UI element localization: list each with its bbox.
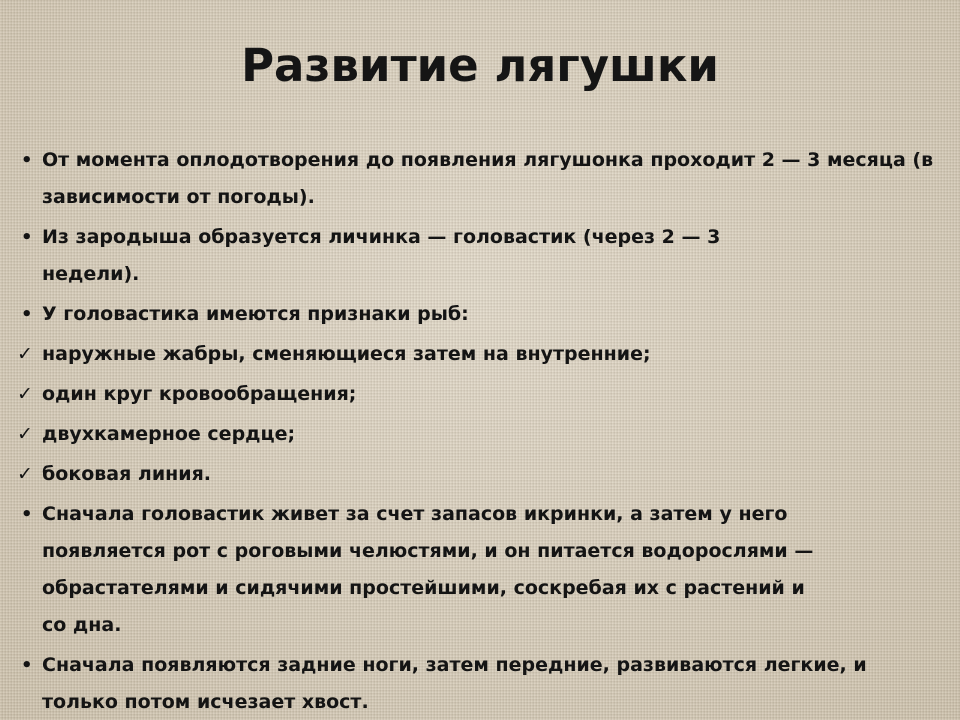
list-item	[16, 456, 946, 493]
list-item-text: двухкамерное сердце;	[42, 423, 296, 445]
checkmark-icon: ✓	[17, 383, 33, 405]
bullet-icon: •	[21, 504, 33, 525]
list-item-text: боковая линия.	[42, 463, 212, 485]
list-item-text: Сначала головастик живет за счет запасов икринки, а затем у него появляется рот с роговыми челюстями, и он питается водорослями — обрастателями и сидячими простейшими, соскребая их с растений и со дна.	[42, 503, 814, 636]
list-item-text: Сначала появляются задние ноги, затем передние, развиваются легкие, и только потом исчезает хвост.	[42, 654, 867, 713]
list-item	[16, 376, 946, 413]
list-item	[16, 416, 946, 453]
list-item-text: один круг кровообращения;	[42, 383, 357, 405]
list-item-text: От момента оплодотворения до появления лягушонка проходит 2 — 3 месяца (в зависимости от погоды).	[42, 149, 934, 208]
list-item	[16, 496, 946, 644]
bullet-icon: •	[21, 150, 33, 171]
bullet-list	[16, 142, 946, 720]
list-item	[16, 219, 946, 293]
checkmark-icon: ✓	[17, 423, 33, 445]
bullet-icon: •	[21, 304, 33, 325]
checkmark-icon: ✓	[17, 463, 33, 485]
slide-title: Развитие лягушки	[241, 39, 719, 92]
list-item-text: У головастика имеются признаки рыб:	[42, 303, 469, 325]
list-item	[16, 647, 946, 720]
list-item-text: наружные жабры, сменяющиеся затем на внутренние;	[42, 343, 651, 365]
list-item	[16, 142, 946, 216]
list-item-text: Из зародыша образуется личинка — головастик (через 2 — 3 недели).	[42, 226, 721, 285]
bullet-icon: •	[21, 655, 33, 676]
list-item	[16, 336, 946, 373]
list-item	[16, 296, 946, 333]
bullet-icon: •	[21, 227, 33, 248]
checkmark-icon: ✓	[17, 343, 33, 365]
